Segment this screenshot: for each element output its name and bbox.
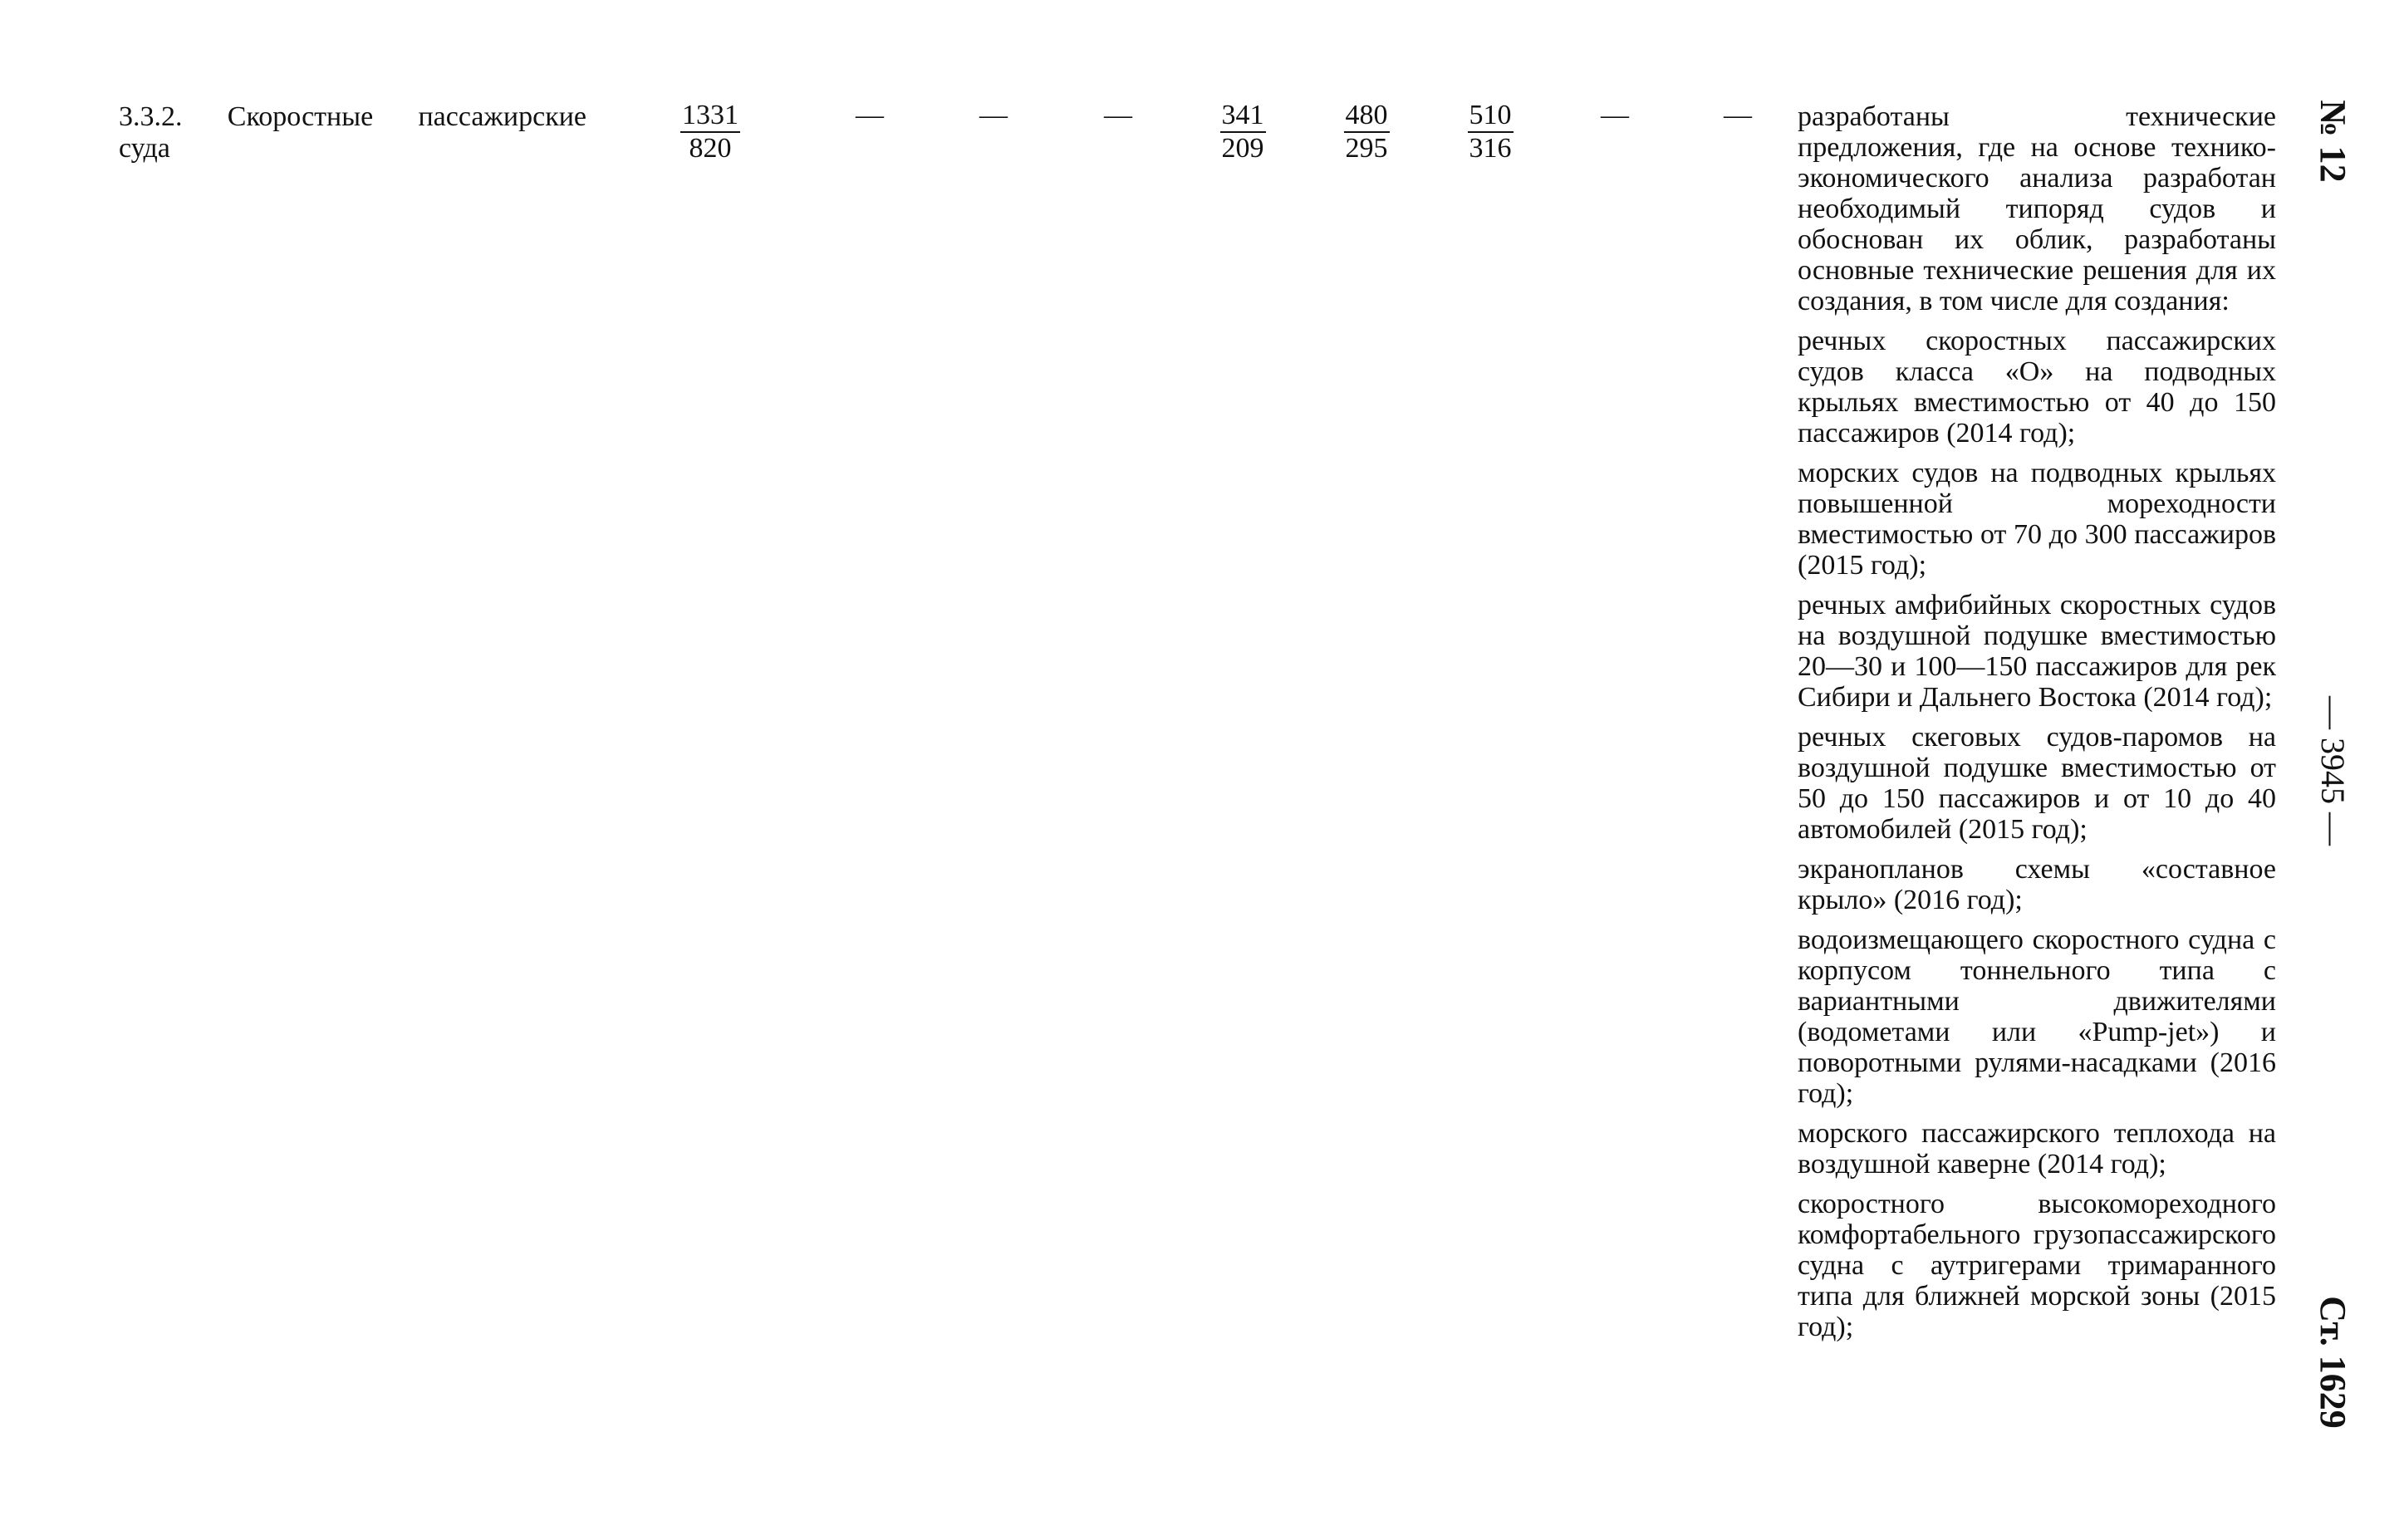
description-paragraph: водоизмещающего скоростного судна с корпусом тоннельного типа с вариантными движителями (водометами или «Pump-jet») и поворотными рулями-насадками (2016 год); [1798, 924, 2276, 1109]
description-paragraph: скоростного высокомореходного комфортабельного грузопассажирского судна с аутригерами тримаранного типа для ближней морской зоны (2015 год); [1798, 1189, 2276, 1342]
page-number: — 3945 — [2314, 696, 2352, 846]
fraction-denominator: 209 [1221, 133, 1264, 164]
value-fraction-4 [1440, 100, 1540, 164]
value-fraction-1 [660, 100, 760, 164]
fraction-numerator: 480 [1344, 101, 1390, 133]
fraction-denominator: 820 [689, 133, 732, 164]
issue-number: № 12 [2313, 100, 2353, 183]
empty-cell-dash-1: — [856, 100, 884, 130]
row-label-continuation: суда [119, 133, 170, 164]
fraction-numerator: 341 [1220, 101, 1266, 133]
empty-cell-dash-4: — [1601, 100, 1629, 130]
empty-cell-dash-2: — [979, 100, 1008, 130]
description-paragraph: морских судов на подводных крыльях повышенной мореходности вместимостью от 70 до 300 пассажиров (2015 год); [1798, 458, 2276, 581]
value-fraction-3 [1317, 100, 1416, 164]
description-paragraph: речных скоростных пассажирских судов класса «О» на подводных крыльях вместимостью от 40 до 150 пассажиров (2014 год); [1798, 326, 2276, 449]
fraction-denominator: 295 [1345, 133, 1388, 164]
empty-cell-dash-3: — [1104, 100, 1132, 130]
fraction-numerator: 510 [1468, 101, 1514, 133]
row-label-text: 3.3.2. Скоростные пассажирские [119, 101, 586, 132]
fraction-denominator: 316 [1469, 133, 1512, 164]
description-paragraph: речных скеговых судов-паромов на воздушной подушке вместимостью от 50 до 150 пассажиров и от 10 до 40 автомобилей (2015 год); [1798, 722, 2276, 845]
description-column [1798, 101, 2276, 1351]
description-paragraph: разработаны технические предложения, где на основе технико-экономического анализа разработан необходимый типоряд судов и обоснован их облик, разработаны основные технические решения для их создания, в том числе для создания: [1798, 101, 2276, 316]
description-paragraph: экранопланов схемы «составное крыло» (2016 год); [1798, 854, 2276, 915]
row-label [119, 101, 586, 164]
empty-cell-dash-5: — [1724, 100, 1752, 130]
value-fraction-2 [1193, 100, 1293, 164]
description-paragraph: морского пассажирского теплохода на воздушной каверне (2014 год); [1798, 1118, 2276, 1180]
fraction-numerator: 1331 [680, 101, 740, 133]
article-number: Ст. 1629 [2313, 1296, 2353, 1429]
description-paragraph: речных амфибийных скоростных судов на воздушной подушке вместимостью 20—30 и 100—150 пассажиров для рек Сибири и Дальнего Востока (2014 год); [1798, 590, 2276, 713]
